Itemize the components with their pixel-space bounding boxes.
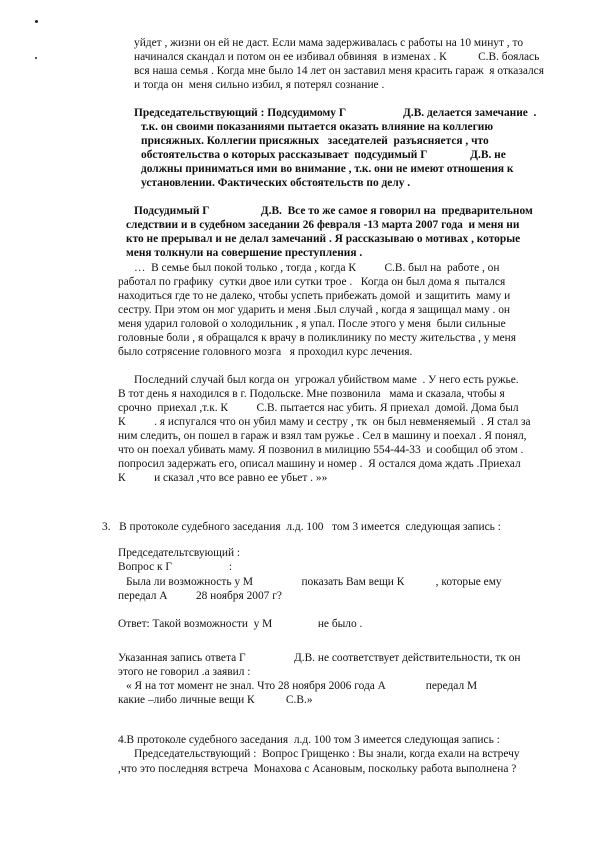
text-line: попросил задержать его, описал машину и номер . Я остался дома ждать .Приехал <box>118 458 521 470</box>
text-line: Подсудимый Г Д.В. Все то же самое я говорил на предварительном <box>134 205 533 217</box>
text-line: меня толкнули на совершение преступления . <box>126 247 363 259</box>
text-line: 4.В протоколе судебного заседания л.д. 100 том 3 имеется следующая запись : <box>118 734 500 746</box>
text-line: Ответ: Такой возможности у М не было . <box>118 618 363 630</box>
text-line: какие –либо личные вещи К С.В.» <box>118 694 313 706</box>
text-line: должны приниматься ими во внимание , т.к. они не имеют отношения к <box>141 163 514 175</box>
text-line: было сотрясение головного мозга я проходил курс лечения. <box>118 346 413 358</box>
text-line: сестру. При этом он мог ударить и меня .Был случай , когда я защищал маму . он <box>118 304 510 316</box>
text-line: Председательтсвующий : <box>118 547 241 559</box>
text-line: ,что это последняя встреча Монахова с Асановым, поскольку работа выполнена ? <box>118 763 517 775</box>
text-line: передал А 28 ноября 2007 г? <box>118 590 282 602</box>
text-line: Указанная запись ответа Г Д.В. не соответствует действительности, тк он <box>118 652 521 664</box>
text-line: Была ли возможность у М показать Вам вещи К , которые ему <box>126 576 502 588</box>
text-line: меня ударил головой о холодильник , я упал. После этого у меня были сильные <box>118 318 506 330</box>
text-line: установлении. Фактических обстоятельств по делу . <box>141 177 411 189</box>
text-line: К . я испугался что он убил маму и сестру , тк он был невменяемый . Я стал за <box>118 416 531 428</box>
text-line: Вопрос к Г : <box>118 561 233 573</box>
text-line: кто не прерывал и не делал замечаний . Я рассказываю о мотивах , которые <box>126 233 521 245</box>
text-line: и тогда он меня сильно избил, я потерял сознание . <box>134 79 385 91</box>
text-line: головные боли , я обращался к врачу в поликлинику по месту жительства , у меня <box>118 332 516 344</box>
text-line: срочно приехал ,т.к. К С.В. пытается нас убить. Я приехал домой. Дома был <box>118 402 519 414</box>
text-line: К и сказал ,что все равно ее убьет . »» <box>118 472 328 484</box>
text-line: уйдет , жизни он ей не даст. Если мама задерживалась с работы на 10 минут , то <box>134 37 524 49</box>
text-line: следствии и в судебном заседании 26 февраля -13 марта 2007 года и меня ни <box>126 219 520 231</box>
scan-speck <box>35 20 38 23</box>
text-line: обстоятельства о которых рассказывает подсудимый Г Д.В. не <box>141 149 506 161</box>
text-line: начинался скандал и потом он ее избивал обвиняя в изменах . К С.В. боялась <box>134 51 540 63</box>
text-line: 3. В протоколе судебного заседания л.д. 100 том 3 имеется следующая запись : <box>102 521 501 533</box>
text-line: работал по графику сутки двое или сутки трое . Когда он был дома я пытался <box>118 276 506 288</box>
scan-speck <box>35 57 37 59</box>
text-line: В тот день я находился в г. Подольске. Мне позвонила мама и сказала, чтобы я <box>118 388 505 400</box>
text-line: т.к. он своими показаниями пытается оказать влияние на коллегию <box>141 121 494 133</box>
text-line: находиться где то не далеко, чтобы успеть прибежать домой и защитить маму и <box>118 290 511 302</box>
text-line: Председательствующий : Подсудимому Г Д.В. делается замечание . <box>134 107 537 119</box>
text-line: ним следить, он пошел в гараж и взял там ружье . Сел в машину и поехал . Я понял, <box>118 430 527 442</box>
text-line: « Я на тот момент не знал. Что 28 ноября 2006 года А передал М <box>126 680 478 692</box>
text-line: … В семье был покой только , тогда , когда К С.В. был на работе , он <box>134 262 500 274</box>
text-line: Последний случай был когда он угрожал убийством маме . У него есть ружье. <box>134 374 519 386</box>
text-line: этого не говорил .а заявил : <box>118 666 251 678</box>
text-line: вся наша семья . Когда мне было 14 лет он заставил меня красить гараж я отказался <box>134 65 544 77</box>
text-line: что он поехал убивать маму. Я позвонил в милицию 554-44-33 и сообщил об этом . <box>118 444 524 456</box>
text-line: присяжных. Коллегии присяжных заседателей разъясняется , что <box>141 135 489 147</box>
text-line: Председательствующий : Вопрос Грищенко : Вы знали, когда ехали на встречу <box>134 748 520 760</box>
